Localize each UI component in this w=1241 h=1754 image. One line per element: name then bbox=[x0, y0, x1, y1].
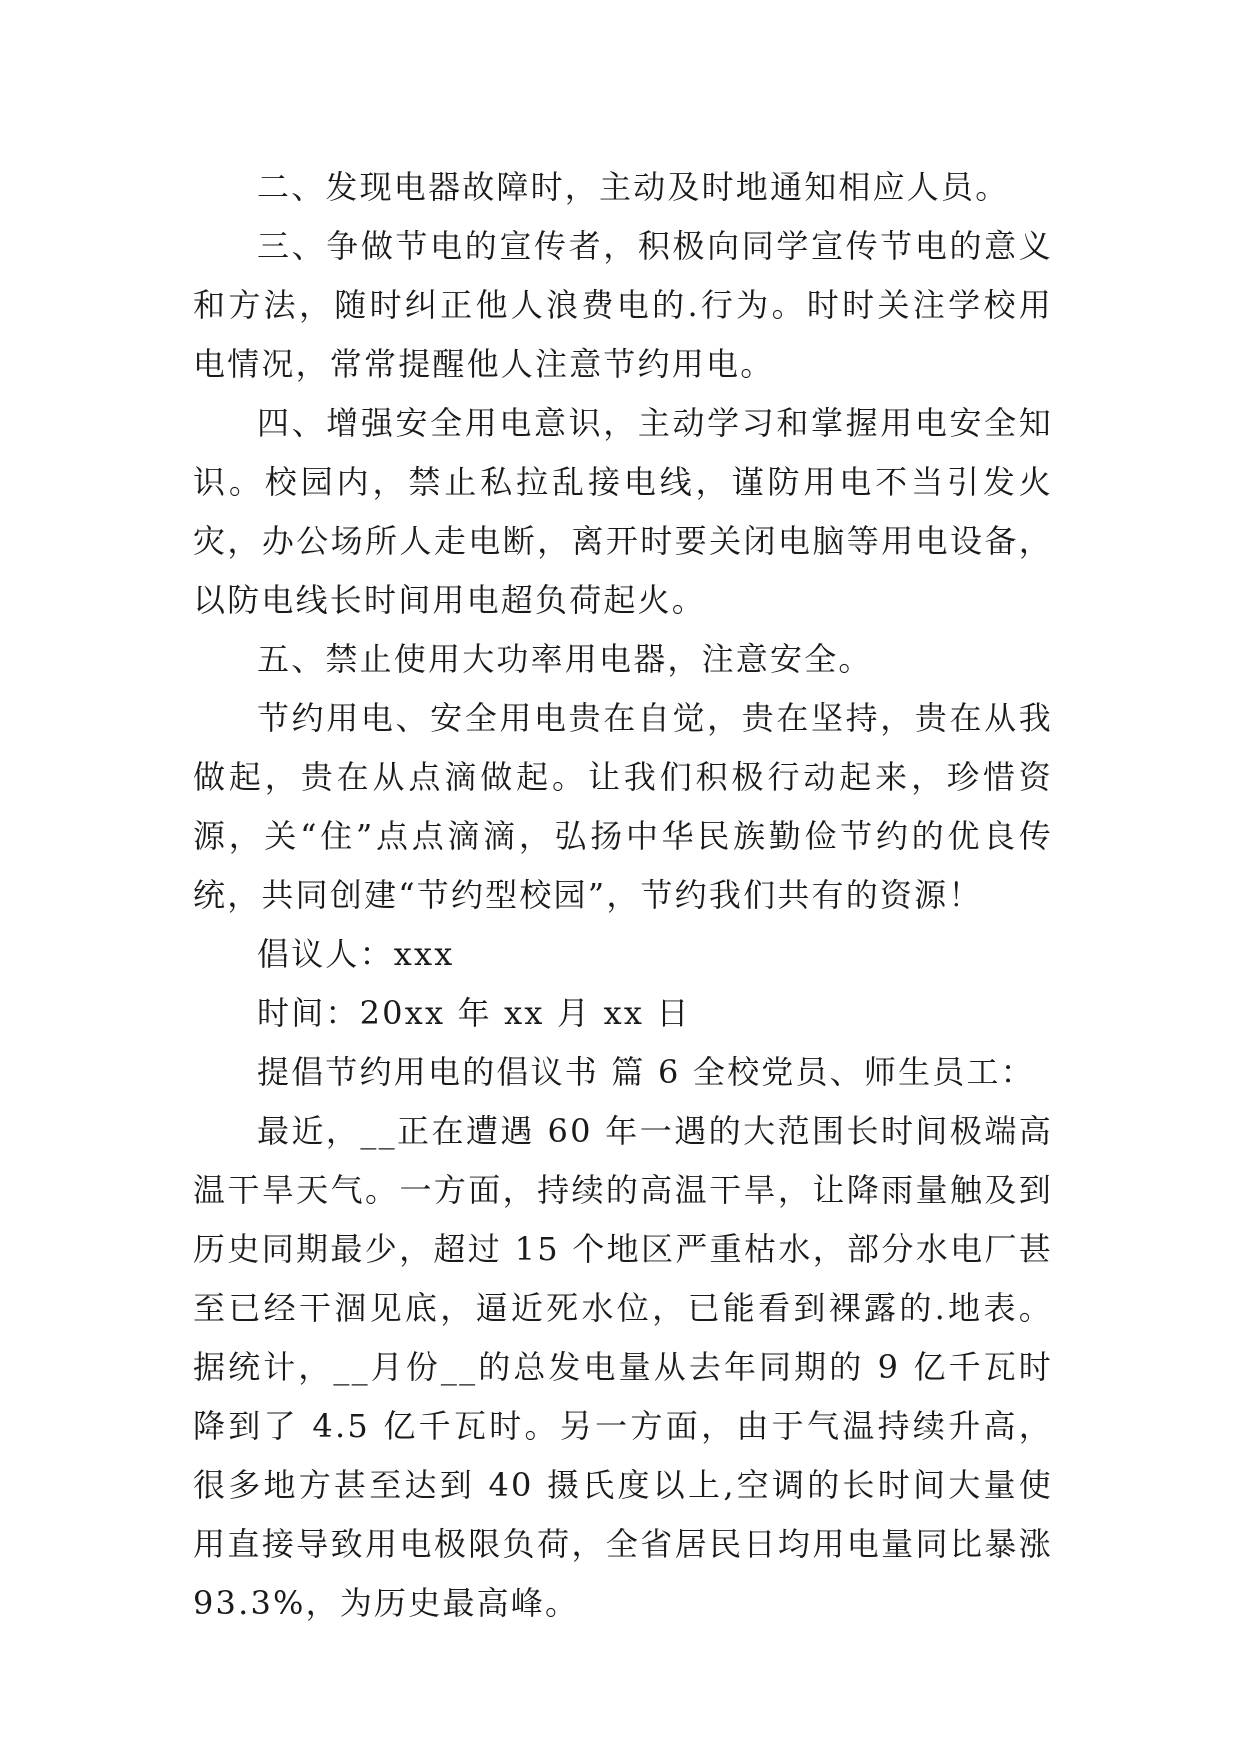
document-body bbox=[193, 158, 1053, 1633]
paragraph-item-5: 五、禁止使用大功率用电器，注意安全。 bbox=[257, 640, 873, 678]
section-heading: 提倡节约用电的倡议书 篇 6 全校党员、师生员工： bbox=[257, 1053, 1035, 1091]
proposer-line: 倡议人：xxx bbox=[257, 935, 455, 973]
paragraph-item-2: 二、发现电器故障时，主动及时地通知相应人员。 bbox=[257, 168, 1010, 206]
paragraph-item-4: 四、增强安全用电意识，主动学习和掌握用电安全知识。校园内，禁止私拉乱接电线，谨防用电不当引发火灾，办公场所人走电断，离开时要关闭电脑等用电设备，以防电线长时间用电超负荷起火。 bbox=[193, 404, 1053, 619]
paragraph-body: 最近，__正在遭遇 60 年一遇的大范围长时间极端高温干旱天气。一方面，持续的高温干旱，让降雨量触及到历史同期最少，超过 15 个地区严重枯水，部分水电厂甚至已经干涸见底，逼近死水位，已能看到裸露的.地表。据统计，__月份__的总发电量从去年同期的 9 亿千瓦时降到了 4.5 亿千瓦时。另一方面，由于气温持续升高，很多地方甚至达到 40 摄氏度以上,空调的长时间大量使用直接导致用电极限负荷，全省居民日均用电量同比暴涨 93.3%，为历史最高峰。 bbox=[193, 1112, 1053, 1622]
date-line: 时间：20xx 年 xx 月 xx 日 bbox=[257, 994, 691, 1032]
paragraph-closing: 节约用电、安全用电贵在自觉，贵在坚持，贵在从我做起，贵在从点滴做起。让我们积极行动起来，珍惜资源，关“住”点点滴滴，弘扬中华民族勤俭节约的优良传统，共同创建“节约型校园”，节约我们共有的资源！ bbox=[193, 699, 1053, 914]
paragraph-item-3: 三、争做节电的宣传者，积极向同学宣传节电的意义和方法，随时纠正他人浪费电的.行为。时时关注学校用电情况，常常提醒他人注意节约用电。 bbox=[193, 227, 1053, 383]
